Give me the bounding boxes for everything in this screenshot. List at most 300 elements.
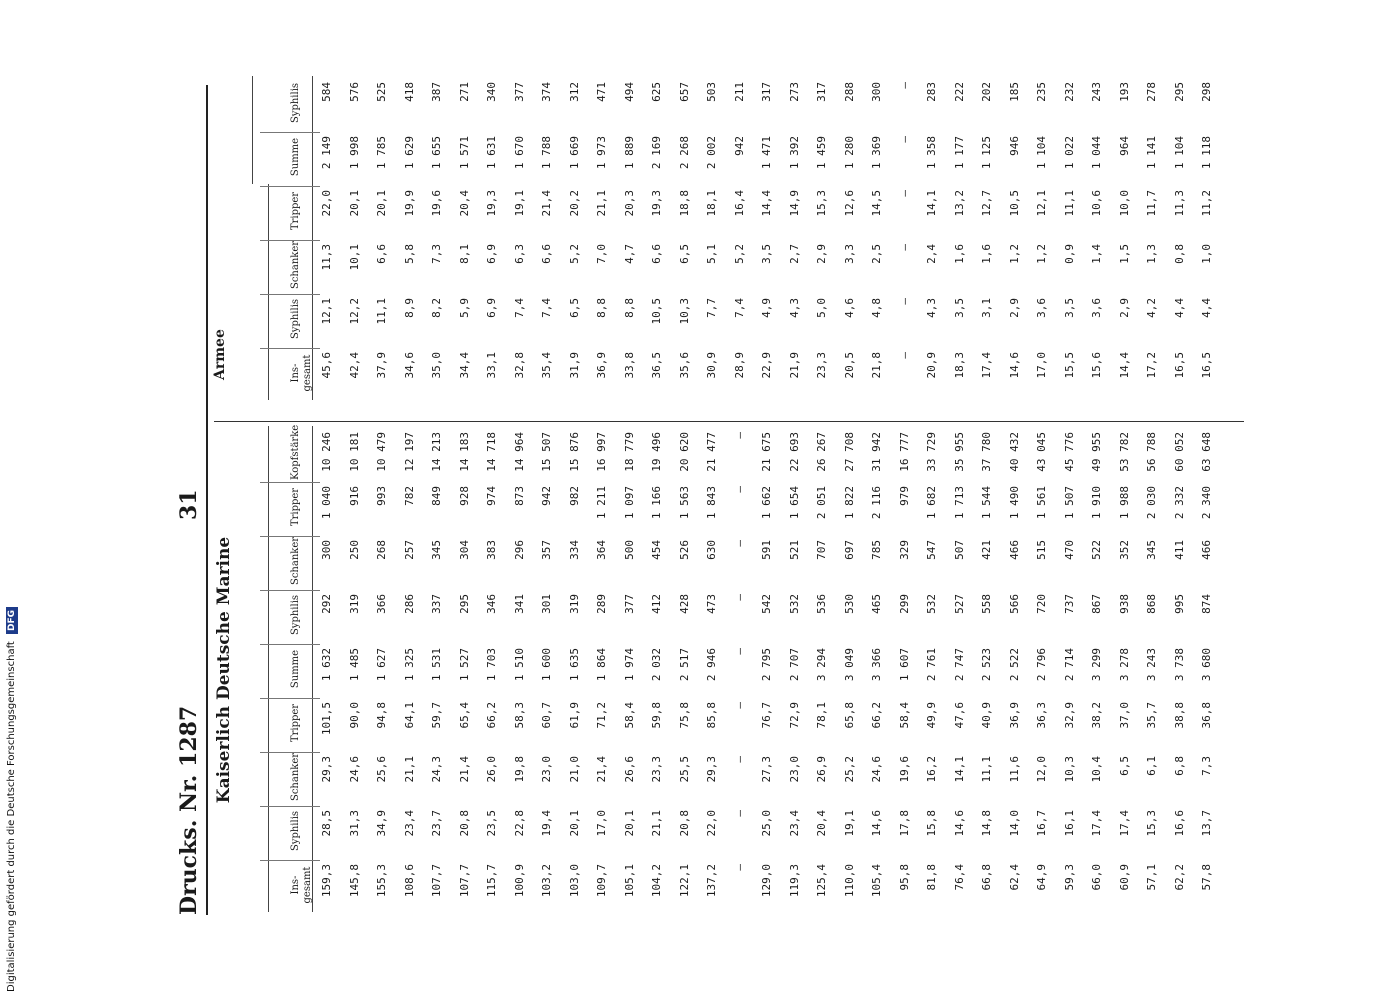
dfg-logo: DFG (6, 607, 18, 634)
marine-group-rule (268, 696, 269, 912)
marine-table-cell: 31,3 (347, 810, 361, 837)
armee-table-cell: 503 (705, 82, 718, 102)
marine-table-cell: 21,4 (457, 756, 471, 783)
marine-table-cell: 2 523 (980, 648, 993, 682)
armee-table-cell: 11,3 (1172, 190, 1186, 217)
armee-table-cell: 271 (457, 82, 471, 102)
marine-table-cell: 1 507 (1062, 486, 1076, 520)
marine-table-cell: 122,1 (677, 864, 691, 898)
marine-table-cell: 1 561 (1035, 486, 1048, 520)
armee-table-cell: 17,2 (1145, 352, 1158, 379)
marine-table-cell: 289 (595, 594, 608, 614)
marine-table-cell: 21,0 (567, 756, 581, 783)
marine-table-cell: 257 (402, 540, 416, 560)
marine-table-cell: 19,4 (540, 810, 553, 837)
armee-table-cell: 10,1 (347, 244, 361, 271)
armee-table-cell: 312 (567, 82, 581, 102)
marine-table-cell: 159,3 (320, 864, 333, 898)
marine-table-cell: 105,4 (870, 864, 883, 898)
marine-table-cell: 345 (430, 540, 443, 560)
marine-col-rule (260, 482, 320, 483)
marine-table-cell: 737 (1062, 594, 1076, 614)
armee-table-cell: 6,9 (485, 244, 498, 264)
marine-table-cell: 28,5 (320, 810, 333, 837)
armee-table-cell: 35,6 (677, 352, 691, 379)
marine-table-cell: 295 (457, 594, 471, 614)
marine-table-cell: 337 (430, 594, 443, 614)
armee-table-cell: 19,9 (402, 190, 416, 217)
marine-table-cell: 345 (1145, 540, 1158, 560)
armee-table-cell: 18,3 (952, 352, 966, 379)
section-divider (214, 421, 1244, 422)
marine-table-cell: 22 693 (787, 432, 801, 472)
armee-table-cell: 5,0 (815, 298, 828, 318)
armee-table-cell: 12,1 (320, 298, 333, 325)
marine-table-cell: 1 822 (842, 486, 856, 520)
armee-col-header: Ins-gesamt (290, 354, 313, 392)
armee-table-cell: 1 669 (567, 136, 581, 170)
armee-table-cell: 30,9 (705, 352, 718, 379)
marine-col-rule (260, 752, 320, 753)
armee-table-cell: 235 (1035, 82, 1048, 102)
marine-table-cell: 58,4 (622, 702, 636, 729)
marine-table-cell: 40,9 (980, 702, 993, 729)
armee-table-cell: 584 (320, 82, 333, 102)
marine-table-cell: 1 166 (650, 486, 663, 520)
marine-table-cell: 507 (952, 540, 966, 560)
armee-table-cell: — (897, 244, 911, 251)
armee-table-cell: 657 (677, 82, 691, 102)
armee-table-cell: 11,7 (1145, 190, 1158, 217)
marine-table-cell: 59,7 (430, 702, 443, 729)
marine-table-cell: 11,1 (980, 756, 993, 783)
marine-table-cell: 292 (320, 594, 333, 614)
marine-table-cell: 2 032 (650, 648, 663, 682)
marine-table-cell: 36,9 (1007, 702, 1021, 729)
armee-table-cell: 4,6 (842, 298, 856, 318)
armee-table-cell: 8,8 (622, 298, 636, 318)
marine-table-cell: 3 299 (1090, 648, 1103, 682)
armee-table-cell: 1 177 (952, 136, 966, 170)
marine-table-cell: 3 680 (1200, 648, 1213, 682)
section-title-armee: Armee (212, 329, 228, 380)
armee-table-cell: 2,9 (1007, 298, 1021, 318)
armee-table-cell: 5,1 (705, 244, 718, 264)
armee-table-cell: 21,9 (787, 352, 801, 379)
armee-table-cell: 202 (980, 82, 993, 102)
armee-table-cell: 28,9 (732, 352, 746, 379)
armee-table-cell: 1 125 (980, 136, 993, 170)
armee-table-cell: 14,4 (1117, 352, 1131, 379)
armee-table-cell: 387 (430, 82, 443, 102)
marine-table-cell: 522 (1090, 540, 1103, 560)
armee-table-cell: 4,7 (622, 244, 636, 264)
armee-table-cell: 6,6 (540, 244, 553, 264)
armee-table-cell: 1,6 (952, 244, 966, 264)
marine-table-cell: — (732, 432, 746, 439)
marine-table-cell: 532 (787, 594, 801, 614)
marine-table-cell: 60,7 (540, 702, 553, 729)
marine-table-cell: 32,9 (1062, 702, 1076, 729)
marine-table-cell: 21 675 (760, 432, 773, 472)
marine-col-header: Tripper (290, 487, 301, 527)
marine-table-cell: 454 (650, 540, 663, 560)
marine-table-cell: 17,4 (1090, 810, 1103, 837)
marine-table-cell: 993 (375, 486, 388, 506)
armee-table-cell: 2 002 (705, 136, 718, 170)
marine-table-cell: 1 682 (925, 486, 938, 520)
armee-table-cell: 6,9 (485, 298, 498, 318)
armee-table-cell: 4,9 (760, 298, 773, 318)
armee-table-cell: 7,0 (595, 244, 608, 264)
marine-table-cell: 43 045 (1035, 432, 1048, 472)
armee-table-cell: 1,2 (1035, 244, 1048, 264)
armee-table-cell: 7,3 (430, 244, 443, 264)
marine-table-cell: 59,3 (1062, 864, 1076, 891)
marine-table-cell: 329 (897, 540, 911, 560)
armee-table-cell: 1 629 (402, 136, 416, 170)
armee-table-cell: 7,4 (540, 298, 553, 318)
marine-table-cell: — (732, 648, 746, 655)
marine-table-cell: 36,3 (1035, 702, 1048, 729)
marine-table-cell: 2 522 (1007, 648, 1021, 682)
marine-table-cell: 16,6 (1172, 810, 1186, 837)
marine-table-cell: 473 (705, 594, 718, 614)
marine-table-cell: 14 964 (512, 432, 526, 472)
marine-table-cell: 49 955 (1090, 432, 1103, 472)
marine-table-cell: 24,3 (430, 756, 443, 783)
armee-table-cell: 7,4 (732, 298, 746, 318)
armee-table-cell: — (897, 352, 911, 359)
marine-table-cell: 14,8 (980, 810, 993, 837)
marine-table-cell: 101,5 (320, 702, 333, 736)
armee-table-cell: 211 (732, 82, 746, 102)
marine-table-cell: 6,5 (1117, 756, 1131, 776)
armee-table-cell: 21,8 (870, 352, 883, 379)
armee-table-cell: 13,2 (952, 190, 966, 217)
marine-table-cell: 15 507 (540, 432, 553, 472)
marine-table-cell: 14 718 (485, 432, 498, 472)
marine-table-cell: 785 (870, 540, 883, 560)
marine-table-cell: 19 496 (650, 432, 663, 472)
marine-table-cell: 22,8 (512, 810, 526, 837)
armee-table-cell: 1 118 (1200, 136, 1213, 170)
armee-table-cell: — (897, 82, 911, 89)
armee-table-cell: 232 (1062, 82, 1076, 102)
marine-table-cell: 59,8 (650, 702, 663, 729)
marine-table-cell: 23,3 (650, 756, 663, 783)
marine-table-cell: 532 (925, 594, 938, 614)
marine-col-rule (260, 860, 320, 861)
armee-table-cell: 17,4 (980, 352, 993, 379)
marine-table-cell: 25,6 (375, 756, 388, 783)
marine-table-cell: 21,4 (595, 756, 608, 783)
armee-table-cell: 5,8 (402, 244, 416, 264)
marine-table-cell: 20,8 (457, 810, 471, 837)
armee-table-cell: 300 (870, 82, 883, 102)
marine-table-cell: — (732, 594, 746, 601)
marine-table-cell: 304 (457, 540, 471, 560)
armee-table-cell: 1 670 (512, 136, 526, 170)
armee-table-cell: 2 149 (320, 136, 333, 170)
armee-col-header: Schanker (290, 240, 301, 290)
armee-table-cell: 340 (485, 82, 498, 102)
marine-table-cell: 782 (402, 486, 416, 506)
armee-table-cell: 243 (1090, 82, 1103, 102)
armee-table-cell: 283 (925, 82, 938, 102)
marine-table-cell: 938 (1117, 594, 1131, 614)
marine-table-cell: 411 (1172, 540, 1186, 560)
armee-table-cell: 1,3 (1145, 244, 1158, 264)
marine-table-cell: 2 795 (760, 648, 773, 682)
marine-table-cell: 1 600 (540, 648, 553, 682)
armee-table-cell: 1 788 (540, 136, 553, 170)
armee-table-cell: 1 785 (375, 136, 388, 170)
marine-table-cell: 58,3 (512, 702, 526, 729)
marine-table-cell: 57,8 (1200, 864, 1213, 891)
armee-table-cell: 1 571 (457, 136, 471, 170)
marine-table-cell: 319 (567, 594, 581, 614)
marine-table-cell: 916 (347, 486, 361, 506)
marine-table-cell: 979 (897, 486, 911, 506)
marine-table-cell: 20,4 (815, 810, 828, 837)
marine-table-cell: 466 (1007, 540, 1021, 560)
marine-table-cell: 383 (485, 540, 498, 560)
armee-table-cell: 1 104 (1035, 136, 1048, 170)
armee-table-cell: 3,5 (1062, 298, 1076, 318)
armee-table-cell: 36,9 (595, 352, 608, 379)
marine-table-cell: 1 988 (1117, 486, 1131, 520)
marine-table-cell: 104,2 (650, 864, 663, 898)
marine-table-cell: 299 (897, 594, 911, 614)
armee-table-cell: 377 (512, 82, 526, 102)
armee-table-cell: 42,4 (347, 352, 361, 379)
marine-table-cell: 942 (540, 486, 553, 506)
armee-table-cell: 19,3 (485, 190, 498, 217)
marine-table-cell: 364 (595, 540, 608, 560)
armee-table-cell: 19,1 (512, 190, 526, 217)
armee-table-cell: 11,1 (1062, 190, 1076, 217)
armee-table-cell: 35,4 (540, 352, 553, 379)
armee-table-cell: 1 104 (1172, 136, 1186, 170)
marine-col-rule (260, 536, 320, 537)
marine-table-cell: 500 (622, 540, 636, 560)
marine-table-cell: 56 788 (1145, 432, 1158, 472)
armee-col-rule (260, 132, 320, 133)
armee-table-cell: 222 (952, 82, 966, 102)
armee-table-cell: 6,6 (650, 244, 663, 264)
armee-table-cell: 20,9 (925, 352, 938, 379)
armee-group-rule (268, 184, 269, 400)
marine-table-cell: 1 040 (320, 486, 333, 520)
marine-table-cell: 14 213 (430, 432, 443, 472)
armee-table-cell: 2,7 (787, 244, 801, 264)
armee-table-cell: 273 (787, 82, 801, 102)
armee-table-cell: 193 (1117, 82, 1131, 102)
marine-table-cell: 873 (512, 486, 526, 506)
armee-table-cell: 8,1 (457, 244, 471, 264)
marine-col-header: Schanker (290, 752, 301, 802)
marine-table-cell: 18 779 (622, 432, 636, 472)
armee-table-cell: 17,0 (1035, 352, 1048, 379)
marine-table-cell: 20,1 (622, 810, 636, 837)
armee-table-cell: 4,3 (787, 298, 801, 318)
armee-table-cell: 3,5 (760, 244, 773, 264)
armee-table-cell: 20,1 (375, 190, 388, 217)
armee-table-cell: 3,3 (842, 244, 856, 264)
marine-table-cell: 45 776 (1062, 432, 1076, 472)
marine-table-cell: 1 864 (595, 648, 608, 682)
armee-table-cell: 1,0 (1200, 244, 1213, 264)
marine-table-cell: 1 607 (897, 648, 911, 682)
marine-table-cell: 17,8 (897, 810, 911, 837)
armee-table-cell: 22,0 (320, 190, 333, 217)
marine-table-cell: 1 211 (595, 486, 608, 520)
marine-table-cell: 1 563 (677, 486, 691, 520)
marine-table-cell: 566 (1007, 594, 1021, 614)
armee-table-cell: 494 (622, 82, 636, 102)
marine-table-cell: 47,6 (952, 702, 966, 729)
marine-table-cell: 23,0 (787, 756, 801, 783)
marine-table-cell: 377 (622, 594, 636, 614)
armee-table-cell: 14,1 (925, 190, 938, 217)
armee-table-cell: 3,6 (1035, 298, 1048, 318)
marine-table-cell: 17,0 (595, 810, 608, 837)
marine-table-cell: 1 974 (622, 648, 636, 682)
marine-table-cell: 1 325 (402, 648, 416, 682)
marine-table-cell: 13,7 (1200, 810, 1213, 837)
marine-table-cell: 536 (815, 594, 828, 614)
marine-table-cell: 53 782 (1117, 432, 1131, 472)
credit-text: Digitalisierung gefördert durch die Deutsche Forschungsgemeinschaft (6, 641, 17, 992)
armee-table-cell: 35,0 (430, 352, 443, 379)
armee-table-cell: 942 (732, 136, 746, 156)
armee-table-cell: 1,6 (980, 244, 993, 264)
marine-table-cell: 107,7 (430, 864, 443, 898)
marine-table-cell: 2 340 (1200, 486, 1213, 520)
marine-table-cell: 697 (842, 540, 856, 560)
armee-table-cell: 4,4 (1200, 298, 1213, 318)
marine-table-cell: 12 197 (402, 432, 416, 472)
marine-table-cell: 995 (1172, 594, 1186, 614)
marine-table-cell: 14,0 (1007, 810, 1021, 837)
marine-table-cell: 3 366 (870, 648, 883, 682)
marine-table-cell: 20,1 (567, 810, 581, 837)
marine-table-cell: 75,8 (677, 702, 691, 729)
marine-table-cell: 26 267 (815, 432, 828, 472)
marine-table-cell: 15,3 (1145, 810, 1158, 837)
armee-table-cell: 0,8 (1172, 244, 1186, 264)
armee-table-cell: 625 (650, 82, 663, 102)
armee-table-cell: 5,2 (567, 244, 581, 264)
armee-table-cell: 20,2 (567, 190, 581, 217)
armee-table-cell: 10,5 (1007, 190, 1021, 217)
marine-table-cell: 2 946 (705, 648, 718, 682)
marine-table-cell: 20,8 (677, 810, 691, 837)
marine-table-cell: 58,4 (897, 702, 911, 729)
armee-table-cell: 317 (760, 82, 773, 102)
marine-table-cell: 1 635 (567, 648, 581, 682)
marine-table-cell: 57,1 (1145, 864, 1158, 891)
marine-table-cell: 2 030 (1145, 486, 1158, 520)
marine-table-cell: 23,0 (540, 756, 553, 783)
page-number: 31 (176, 489, 202, 520)
marine-table-cell: 105,1 (622, 864, 636, 898)
marine-table-cell: 24,6 (870, 756, 883, 783)
armee-table-cell: 16,4 (732, 190, 746, 217)
armee-table-cell: 22,9 (760, 352, 773, 379)
marine-table-cell: 23,4 (402, 810, 416, 837)
marine-table-cell: 25,0 (760, 810, 773, 837)
marine-table-cell: 466 (1200, 540, 1213, 560)
marine-table-cell: 542 (760, 594, 773, 614)
marine-table-cell: 16,1 (1062, 810, 1076, 837)
marine-table-cell: 300 (320, 540, 333, 560)
armee-table-cell: 288 (842, 82, 856, 102)
armee-table-cell: 20,3 (622, 190, 636, 217)
marine-table-cell: 1 843 (705, 486, 718, 520)
marine-table-cell: 591 (760, 540, 773, 560)
armee-table-cell: 15,3 (815, 190, 828, 217)
armee-table-cell: 4,3 (925, 298, 938, 318)
armee-table-cell: 5,2 (732, 244, 746, 264)
marine-col-header: Schanker (290, 536, 301, 586)
marine-table-cell: 100,9 (512, 864, 526, 898)
armee-table-cell: 15,6 (1090, 352, 1103, 379)
armee-table-cell: 946 (1007, 136, 1021, 156)
marine-table-cell: 1 703 (485, 648, 498, 682)
marine-table-cell: 465 (870, 594, 883, 614)
armee-table-cell: 12,7 (980, 190, 993, 217)
marine-col-header: Syphilis (290, 594, 301, 636)
armee-table-cell: 2,9 (815, 244, 828, 264)
marine-table-cell: 65,4 (457, 702, 471, 729)
header-document-number: Drucks. Nr. 1287 (176, 705, 202, 915)
marine-table-cell: 14,1 (952, 756, 966, 783)
marine-table-cell: 38,8 (1172, 702, 1186, 729)
armee-table-cell: 14,4 (760, 190, 773, 217)
armee-table-cell: 2,4 (925, 244, 938, 264)
marine-table-cell: 1 627 (375, 648, 388, 682)
marine-table-cell: 268 (375, 540, 388, 560)
marine-table-cell: 6,1 (1145, 756, 1158, 776)
marine-table-cell: 352 (1117, 540, 1131, 560)
armee-table-cell: 45,6 (320, 352, 333, 379)
marine-table-cell: 928 (457, 486, 471, 506)
marine-table-cell: 35 955 (952, 432, 966, 472)
armee-table-cell: 19,6 (430, 190, 443, 217)
armee-table-cell: 11,1 (375, 298, 388, 325)
marine-table-cell: 2 116 (870, 486, 883, 520)
marine-table-cell: 110,0 (842, 864, 856, 898)
marine-table-cell: 129,0 (760, 864, 773, 898)
marine-table-cell: 10 479 (375, 432, 388, 472)
armee-table-cell: 1 358 (925, 136, 938, 170)
marine-table-cell: — (732, 486, 746, 493)
armee-table-cell: 1 369 (870, 136, 883, 170)
marine-table-cell: 108,6 (402, 864, 416, 898)
digitization-credit (6, 607, 18, 992)
armee-table-cell: 34,4 (457, 352, 471, 379)
armee-table-cell: 36,5 (650, 352, 663, 379)
marine-table-cell: 60 052 (1172, 432, 1186, 472)
marine-table-cell: 25,2 (842, 756, 856, 783)
marine-table-cell: 119,3 (787, 864, 801, 898)
marine-table-cell: 250 (347, 540, 361, 560)
armee-col-header: Syphilis (290, 82, 301, 124)
marine-table-cell: 36,8 (1200, 702, 1213, 729)
marine-table-cell: 2 714 (1062, 648, 1076, 682)
